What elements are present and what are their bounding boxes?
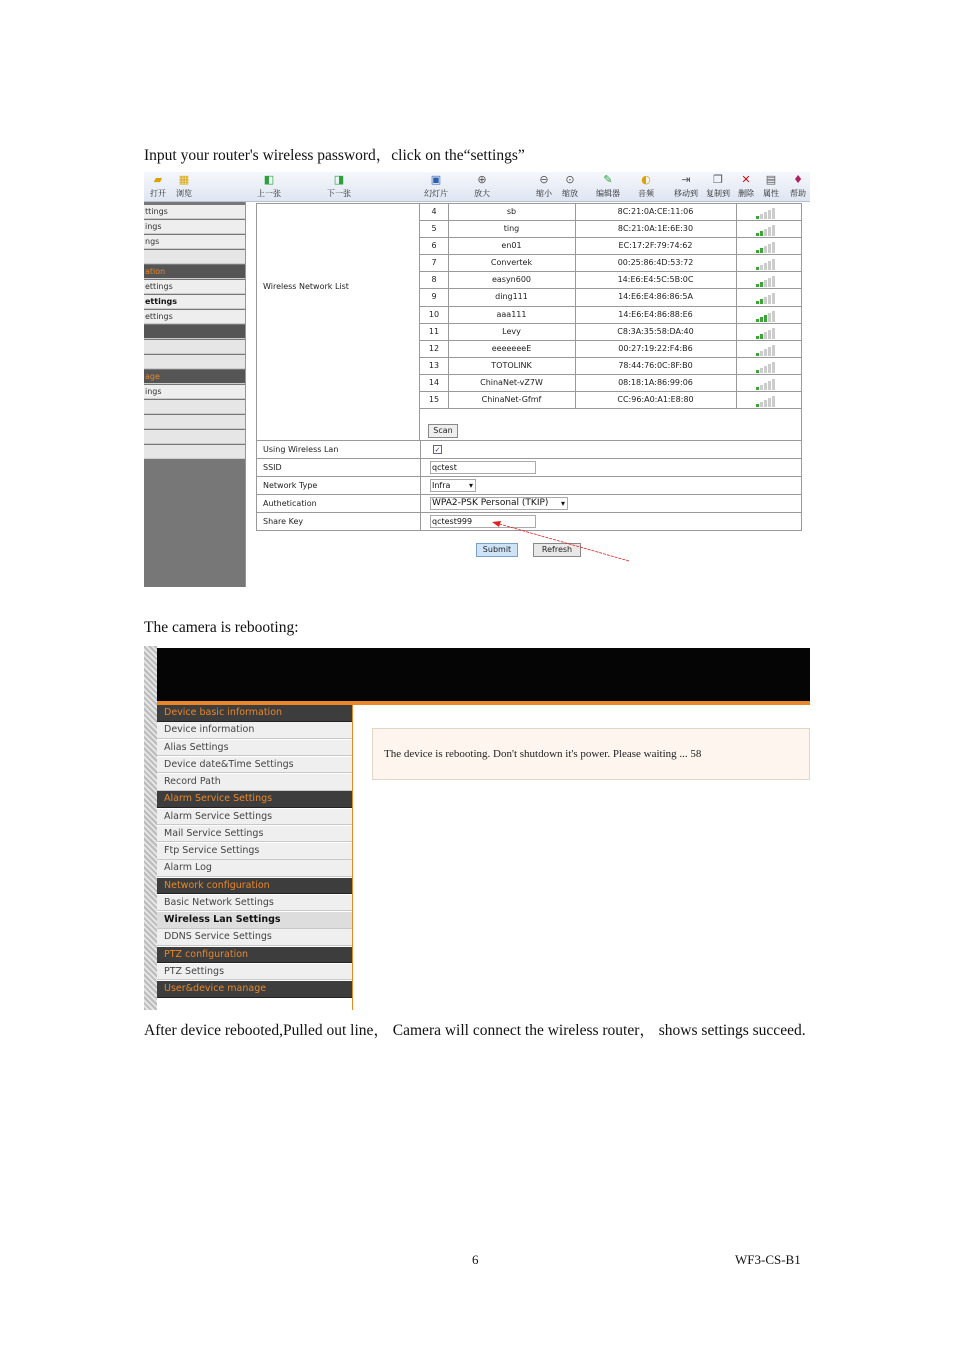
network-number: 14 [428,377,440,387]
sidebar-item[interactable]: Mail Service Settings [157,826,352,843]
network-ssid: ting [503,224,520,234]
network-ssid: en01 [501,241,522,251]
network-mac: 8C:21:0A:CE:11:06 [617,207,694,216]
network-mac: CC:96:A0:A1:E8:80 [617,395,694,405]
network-number: 15 [428,395,440,405]
left-nav-item[interactable]: ings [144,385,245,399]
network-mac: 00:25:86:4D:53:72 [617,258,694,268]
left-nav-item[interactable]: ettings [144,310,245,324]
sidebar-item[interactable]: Ftp Service Settings [157,843,352,860]
wireless-network-list-label: Wireless Network List [263,282,349,291]
network-number: 13 [428,360,440,370]
network-number: 11 [428,326,440,336]
ssid-input[interactable]: qctest [430,461,536,474]
network-ssid: eeeeeeeE [491,343,532,353]
authentication-label: Authetication [263,499,317,508]
network-ssid: TOTOLINK [491,360,532,370]
network-mac: 78:44:76:0C:8F:B0 [618,360,693,370]
wireless-settings-screenshot [144,172,810,587]
folder-open-icon: ▰ [153,173,163,186]
previous-icon: ◧ [263,173,275,186]
left-nav-item[interactable]: age [144,370,245,384]
sidebar-section-header[interactable]: Alarm Service Settings [157,791,352,808]
network-type-label: Network Type [263,481,318,490]
header-banner [157,648,810,701]
network-mac: 8C:21:0A:1E:6E:30 [617,224,694,234]
sidebar-item[interactable]: Record Path [157,774,352,791]
left-nav-item[interactable]: ettings [144,280,245,294]
network-ssid: sb [506,207,517,216]
toolbar-label: 浏览 [176,189,192,198]
reboot-message: The device is rebooting. Don't shutdown it's power. Please waiting ... 58 [384,748,702,760]
network-number: 10 [428,309,440,319]
sidebar-item[interactable]: Alias Settings [157,740,352,757]
refresh-button[interactable]: Refresh [533,543,581,557]
using-wireless-checkbox[interactable]: ✓ [434,446,441,454]
share-key-label: Share Key [263,517,304,526]
sidebar-item[interactable]: Alarm Log [157,860,352,877]
network-ssid: easyn600 [491,275,532,285]
copy-to-icon: ❐ [713,173,723,186]
network-mac: 00:27:19:22:F4:B6 [618,343,693,353]
sidebar-item[interactable]: Device date&Time Settings [157,757,352,774]
toolbar-label: 删除 [738,189,754,198]
toolbar-label: 放大 [474,189,490,198]
ssid-label: SSID [263,463,282,472]
network-ssid: ding111 [495,292,528,302]
share-key-input[interactable]: qctest999 [430,515,536,528]
toolbar-label: 幻灯片 [424,189,448,198]
left-nav-item[interactable]: ngs [144,235,245,249]
delete-icon: ✕ [741,173,751,186]
network-number: 4 [431,207,437,216]
sidebar-section-header[interactable]: Network configuration [157,878,352,895]
sidebar-item[interactable]: Device information [157,722,352,739]
after-reboot-paragraph: After device rebooted,Pulled out line， Camera will connect the wireless router， shows settings succeed. [144,1022,806,1039]
toolbar-label: 缩小 [536,189,552,198]
network-mac: 08:18:1A:86:99:06 [618,377,693,387]
scan-button[interactable]: Scan [428,424,458,438]
next-icon: ◨ [333,173,345,186]
network-mac: 14:E6:E4:86:86:5A [618,292,693,302]
intro-paragraph: Input your router's wireless password，click on the“settings” [144,147,525,164]
zoom-out-icon: ⊖ [539,173,549,186]
toolbar-label: 编辑器 [596,189,620,198]
left-nav-item[interactable]: ttings [144,205,245,219]
network-mac: EC:17:2F:79:74:62 [618,241,693,251]
using-wireless-label: Using Wireless Lan [263,445,339,454]
sidebar-item[interactable]: Wireless Lan Settings [157,912,352,929]
settings-sidebar [157,705,353,1010]
toolbar-label: 打开 [150,189,166,198]
toolbar-label: 缩放 [562,189,578,198]
network-ssid: aaa111 [496,309,527,319]
slideshow-icon: ▣ [430,173,442,186]
browse-icon: ▦ [178,173,190,186]
network-number: 12 [428,343,440,353]
network-type-select[interactable]: Infra ▾ [430,479,476,492]
network-ssid: Levy [502,326,521,336]
sidebar-section-header[interactable]: Device basic information [157,705,352,722]
help-icon: ♦ [793,173,803,186]
sidebar-item[interactable]: DDNS Service Settings [157,929,352,946]
submit-button[interactable]: Submit [476,543,518,557]
network-ssid: ChinaNet-Gfmf [481,395,542,405]
toolbar-label: 复制到 [706,189,730,198]
network-mac: C8:3A:35:58:DA:40 [617,326,694,336]
zoom-in-icon: ⊕ [477,173,487,186]
move-to-icon: ⇥ [681,173,691,186]
network-number: 9 [431,292,437,302]
network-number: 6 [431,241,437,251]
left-nav-item[interactable]: ings [144,220,245,234]
network-number: 7 [431,258,437,268]
network-ssid: Convertek [490,258,533,268]
sidebar-item[interactable]: PTZ Settings [157,964,352,981]
reboot-message-box [372,728,810,780]
toolbar-label: 下一张 [327,189,351,198]
sidebar-item[interactable]: Alarm Service Settings [157,809,352,826]
zoom-icon: ⊙ [565,173,575,186]
network-mac: 14:E6:E4:5C:5B:0C [617,275,694,285]
toolbar-label: 属性 [763,189,779,198]
sidebar-section-header[interactable]: User&device manage [157,981,352,998]
network-number: 5 [431,224,437,234]
toolbar-label: 上一张 [257,189,281,198]
page-number: 6 [472,1252,479,1267]
left-nav-item[interactable]: ation [144,265,245,279]
audio-icon: ◐ [641,173,651,186]
properties-icon: ▤ [765,173,777,186]
network-number: 8 [431,275,437,285]
document-id: WF3-CS-B1 [735,1252,801,1267]
editor-icon: ✎ [603,173,613,186]
sidebar-section-header[interactable]: PTZ configuration [157,947,352,964]
network-ssid: ChinaNet-vZ7W [480,377,543,387]
annotation-arrow [144,172,810,587]
toolbar-label: 音频 [638,189,654,198]
sidebar-item[interactable]: Basic Network Settings [157,895,352,912]
network-mac: 14:E6:E4:86:88:E6 [618,309,693,319]
toolbar-label: 帮助 [790,189,806,198]
left-nav-item[interactable]: ettings [144,295,245,309]
toolbar-label: 移动到 [674,189,698,198]
checker-border [144,646,157,1010]
authentication-select[interactable]: WPA2-PSK Personal (TKIP) ▾ [430,497,568,510]
rebooting-paragraph: The camera is rebooting: [144,619,299,636]
rebooting-screenshot [144,646,810,1010]
